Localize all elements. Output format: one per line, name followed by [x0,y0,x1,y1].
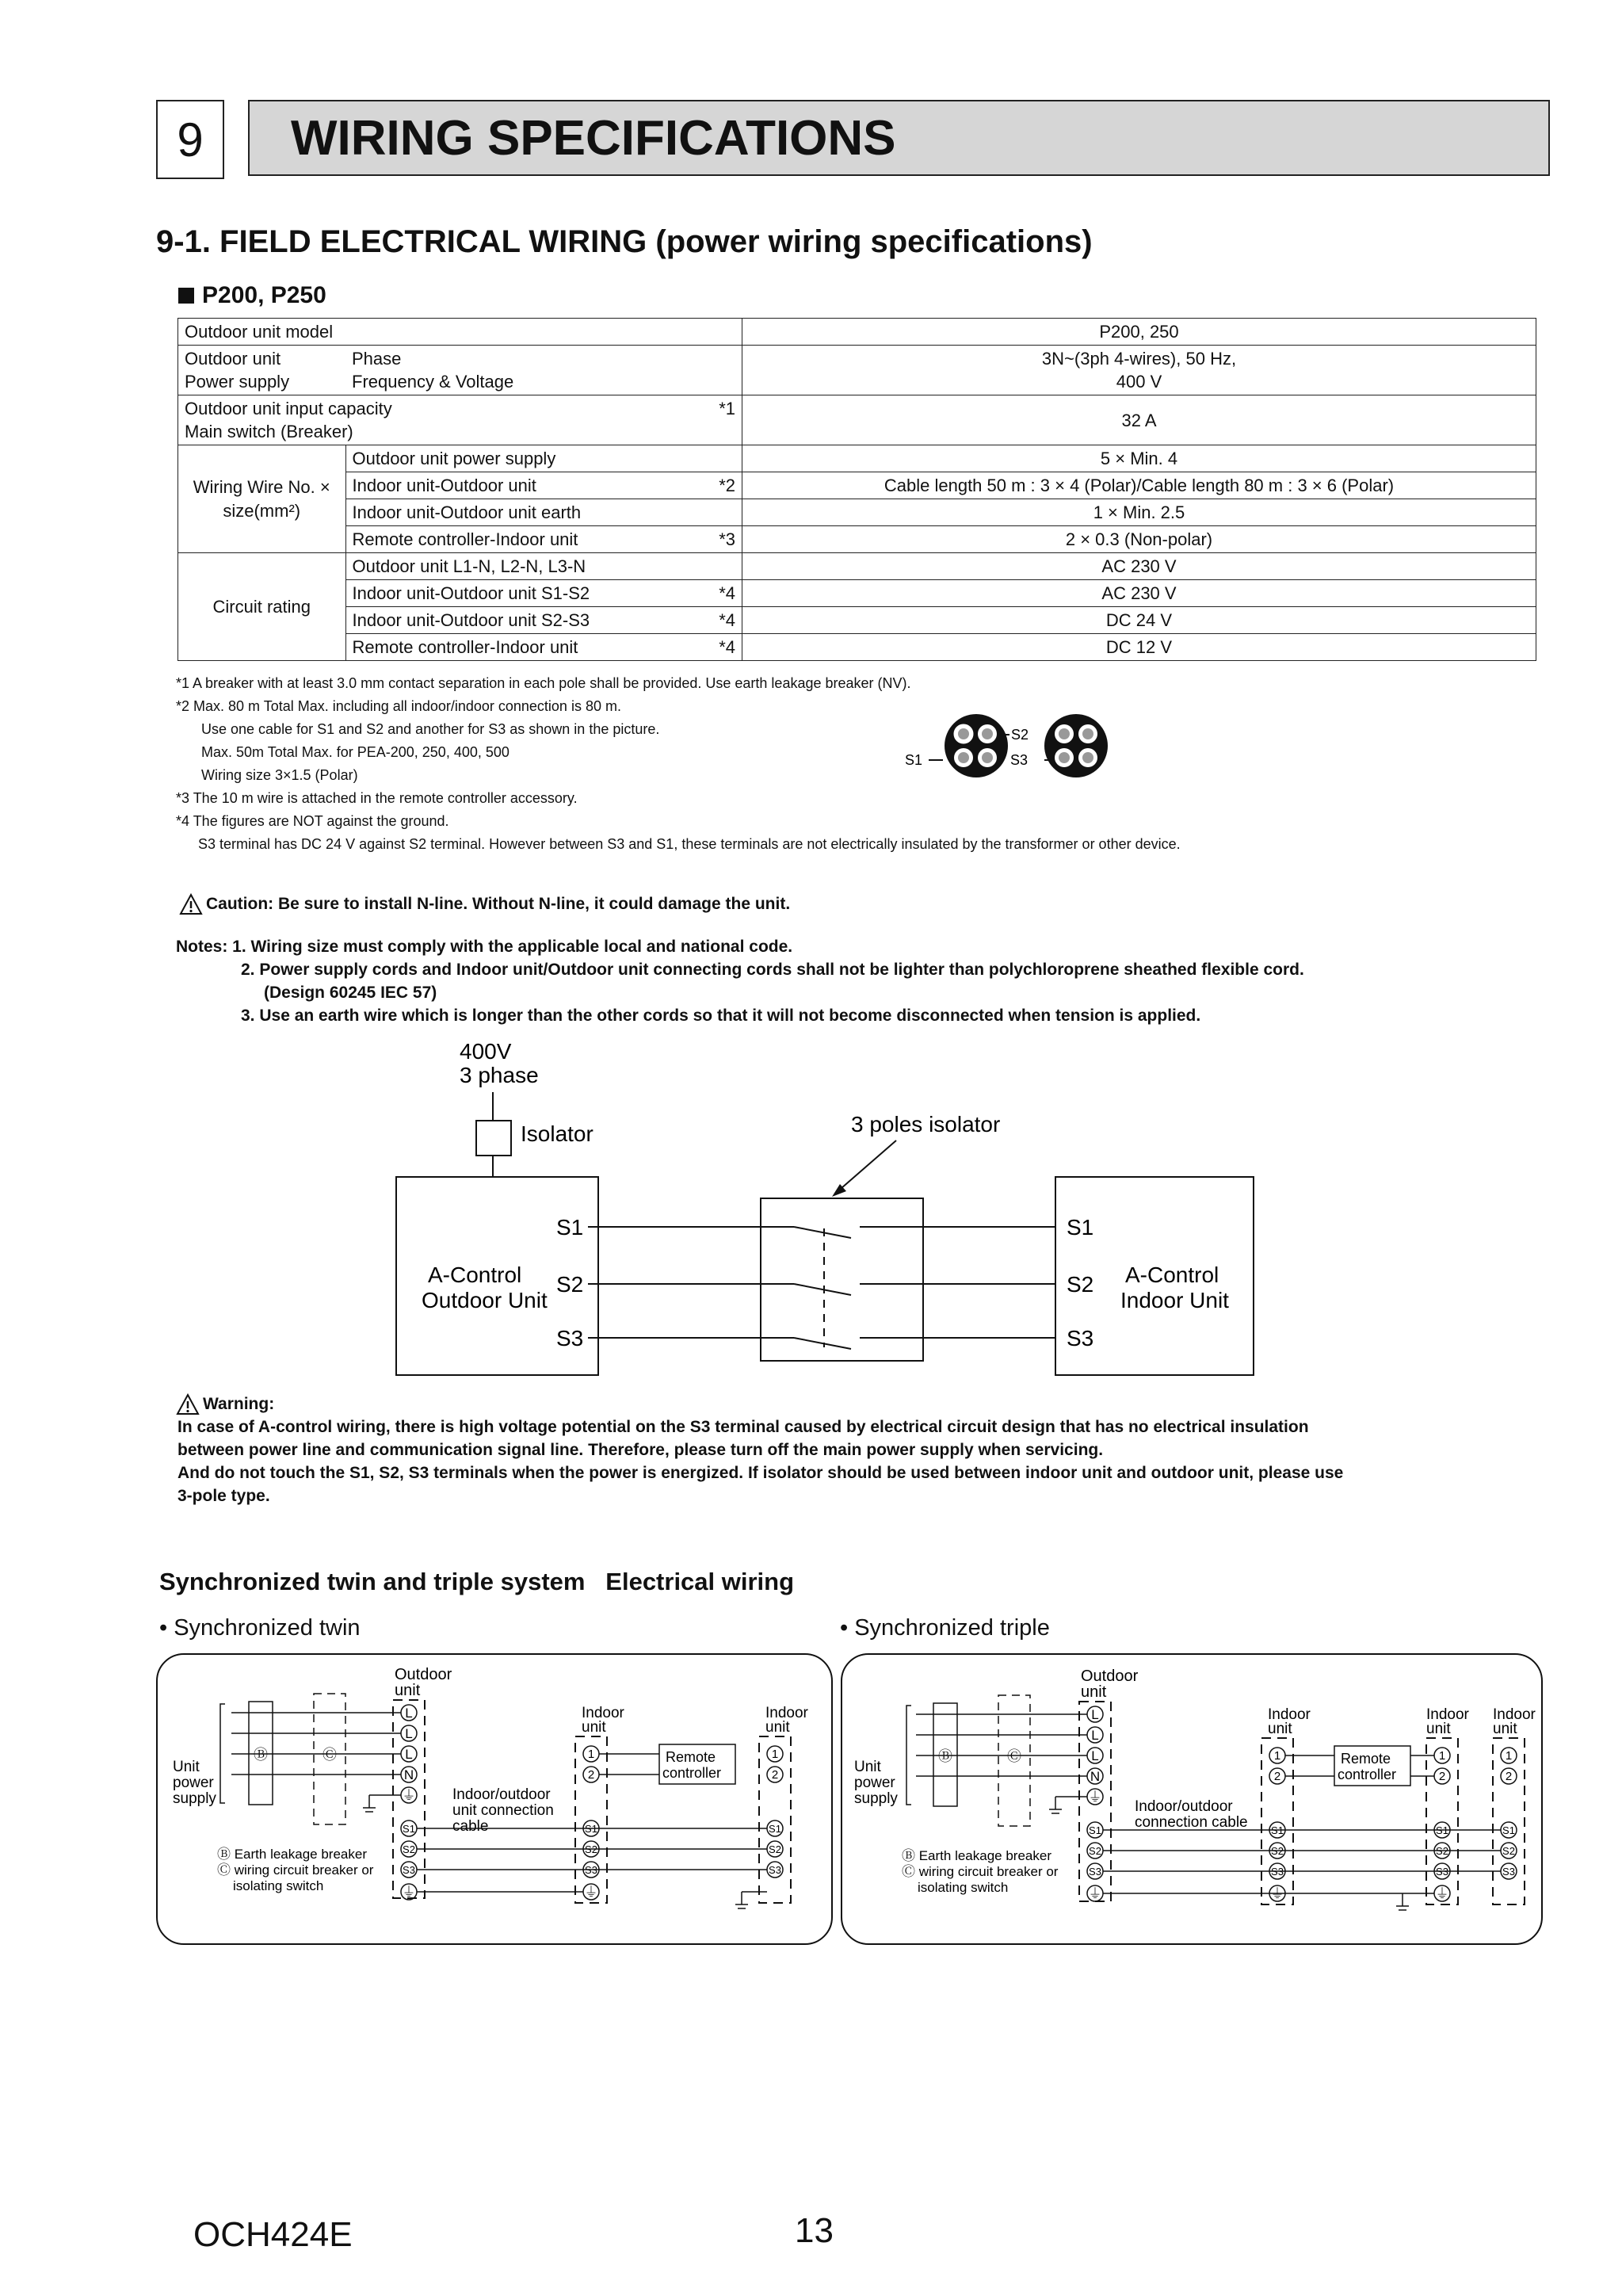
svg-text:S1: S1 [1271,1824,1284,1836]
warning-triangle-icon [176,1393,200,1415]
warning-line-1: In case of A-control wiring, there is high voltage potential on the S3 terminal caused by electrical circuit design that has no electrical insulation [177,1418,1309,1436]
triple-outdoor-label-2: unit [1081,1683,1107,1701]
twin-indoor1-label-1: Indoor [582,1705,624,1721]
twin-outdoor-label-2: unit [395,1682,421,1699]
indoor-unit-label-1: A-Control [1125,1263,1219,1287]
caution-text: Caution: Be sure to install N-line. Without N-line, it could damage the unit. [206,895,791,913]
twin-conn-label-2: unit connection [452,1802,554,1819]
table-row [178,346,1536,395]
svg-text:S2: S2 [1271,1845,1284,1857]
square-bullet-icon [178,288,194,304]
svg-text:L: L [405,1726,413,1741]
indoor-s1: S1 [1067,1215,1094,1240]
svg-text:S3: S3 [1089,1866,1101,1878]
twin-outdoor-label-1: Outdoor [395,1666,452,1683]
svg-text:L: L [405,1747,413,1762]
model-heading [178,282,326,309]
circuit-row-label: Remote controller-Indoor unit [345,634,694,661]
triple-legend-c1: Ⓒ wiring circuit breaker or [902,1864,1059,1879]
circuit-row-mark: *4 [694,634,742,661]
twin-ps-label-3: supply [173,1790,216,1807]
outdoor-s2: S2 [556,1272,584,1297]
section-title-text: WIRING SPECIFICATIONS [291,110,896,166]
circuit-row-mark [694,553,742,580]
twin-indoor2-label-2: unit [765,1719,790,1736]
table-row [178,526,1536,553]
wiring-spec-table [177,318,1536,661]
footnote-2a: *2 Max. 80 m Total Max. including all indoor/indoor connection is 80 m. [176,698,621,714]
three-pole-isolator [761,1198,923,1361]
twin-indoor2-label-1: Indoor [765,1705,808,1721]
table-row [178,395,1536,445]
note-3: 3. Use an earth wire which is longer than the other cords so that it will not become disconnected when tension is applied. [241,1007,1201,1025]
svg-text:2: 2 [1438,1770,1446,1783]
ps-label-2: Power supply [185,372,290,392]
svg-text:⏚: ⏚ [1088,1886,1102,1901]
section-number: 9 [156,100,224,179]
note-2b: (Design 60245 IEC 57) [264,984,437,1002]
cap-label-2: Main switch (Breaker) [185,422,353,441]
footnote-2d: Wiring size 3×1.5 (Polar) [201,767,358,783]
twin-title: • Synchronized twin [159,1615,361,1641]
wiring-group-label: Wiring Wire No. × size(mm²) [178,445,346,553]
triple-legend-c2: isolating switch [918,1880,1009,1895]
svg-text:L: L [1091,1728,1099,1743]
page-number: 13 [795,2211,834,2250]
svg-text:L: L [1091,1748,1099,1763]
document-code: OCH424E [193,2215,353,2254]
svg-text:S2: S2 [1089,1845,1101,1857]
triple-ps-label-2: power [854,1775,895,1791]
capacity-mark: *1 [694,395,742,445]
svg-text:1: 1 [1273,1749,1281,1763]
warning-line-4: 3-pole type. [177,1487,270,1505]
circuit-row-label: Outdoor unit L1-N, L2-N, L3-N [345,553,694,580]
warning-title: Warning: [203,1395,275,1413]
circuit-row-label: Indoor unit-Outdoor unit S2-S3 [345,607,694,634]
circuit-row-mark: *4 [694,580,742,607]
svg-text:⏚: ⏚ [1270,1886,1284,1901]
svg-text:Ⓒ: Ⓒ [1007,1748,1021,1764]
capacity-label [178,395,695,445]
warning-triangle-icon [179,893,203,915]
cable-cross-section [903,709,1109,789]
footnote-4b: S3 terminal has DC 24 V against S2 terminal. However between S3 and S1, these terminals are not electrically insulated by the transformer or other device. [198,836,1181,852]
svg-text:S3: S3 [1436,1866,1448,1878]
indoor-s2: S2 [1067,1272,1094,1297]
triple-remote-label-1: Remote [1341,1751,1391,1767]
circuit-row-label: Indoor unit-Outdoor unit S1-S2 [345,580,694,607]
footnote-1: *1 A breaker with at least 3.0 mm contact separation in each pole shall be provided. Use earth leakage breaker (NV). [176,675,911,691]
outdoor-unit-label-1: A-Control [428,1263,522,1287]
svg-text:S2: S2 [1436,1845,1448,1857]
svg-text:⏚: ⏚ [402,1788,416,1803]
wiring-row-label: Remote controller-Indoor unit [345,526,694,553]
svg-text:S3: S3 [585,1864,597,1876]
triple-ps-label-1: Unit [854,1759,881,1775]
cap-label-1: Outdoor unit input capacity [185,399,392,418]
poles-isolator-label: 3 poles isolator [851,1112,1001,1137]
triple-title: • Synchronized triple [840,1615,1050,1641]
triple-conn-label-1: Indoor/outdoor [1135,1798,1233,1815]
wiring-row-label: Indoor unit-Outdoor unit [345,472,694,499]
circuit-row-mark: *4 [694,607,742,634]
circuit-row-value: AC 230 V [742,580,1536,607]
cable-s2-label: S2 [1011,727,1029,743]
svg-text:S2: S2 [769,1843,781,1855]
svg-text:S3: S3 [1502,1866,1515,1878]
ps-sub-1: Phase [352,349,402,369]
cable-s1-label: S1 [905,752,923,768]
triple-remote-label-2: controller [1338,1767,1397,1782]
wiring-row-mark: *3 [694,526,742,553]
model-heading-text: P200, P250 [202,282,326,308]
triple-ps-label-3: supply [854,1790,898,1807]
svg-text:S3: S3 [1271,1866,1284,1878]
svg-text:2: 2 [1505,1770,1513,1783]
note-2a: 2. Power supply cords and Indoor unit/Outdoor unit connecting cords shall not be lighter than polychloroprene sheathed flexible cord. [241,961,1304,979]
circuit-row-value: DC 12 V [742,634,1536,661]
svg-text:⏚: ⏚ [1088,1790,1102,1805]
triple-indoor1-label-2: unit [1268,1721,1292,1737]
table-row [178,319,1536,346]
svg-text:Ⓑ: Ⓑ [254,1747,268,1763]
svg-text:S2: S2 [585,1843,597,1855]
ps-label-1: Outdoor unit [185,349,281,369]
outdoor-s1: S1 [556,1215,584,1240]
model-value: P200, 250 [742,319,1536,346]
table-row [178,499,1536,526]
twin-indoor1-label-2: unit [582,1719,606,1736]
twin-legend-c2: isolating switch [233,1878,324,1893]
ps-val-1: 3N~(3ph 4-wires), 50 Hz, [1041,349,1237,369]
wiring-row-value: 1 × Min. 2.5 [742,499,1536,526]
svg-text:2: 2 [587,1768,595,1782]
table-row [178,634,1536,661]
twin-legend-b: Ⓑ Earth leakage breaker [217,1847,367,1862]
svg-text:L: L [1091,1707,1099,1722]
indoor-unit-label-2: Indoor Unit [1120,1288,1229,1312]
subsection-title: 9-1. FIELD ELECTRICAL WIRING (power wiring specifications) [156,224,1093,259]
circuit-row-value: AC 230 V [742,553,1536,580]
twin-wiring-diagram [155,1652,837,1950]
twin-ps-label-1: Unit [173,1759,200,1775]
wiring-row-mark [694,445,742,472]
svg-text:S3: S3 [769,1864,781,1876]
outdoor-unit-label-2: Outdoor Unit [422,1288,548,1312]
voltage-label: 400V [460,1039,512,1064]
cable-2 [1044,714,1108,777]
table-row [178,580,1536,607]
svg-text:⏚: ⏚ [1435,1886,1449,1901]
circuit-group-label: Circuit rating [178,553,346,661]
a-control-diagram [380,1030,1292,1403]
footnote-2c: Max. 50m Total Max. for PEA-200, 250, 400, 500 [201,744,509,760]
warning-heading [176,1392,1539,1415]
wiring-row-mark: *2 [694,472,742,499]
svg-text:S2: S2 [403,1843,415,1855]
svg-text:⏚: ⏚ [402,1885,416,1900]
svg-text:1: 1 [771,1748,779,1761]
twin-remote-label-1: Remote [666,1749,716,1765]
wiring-row-mark [694,499,742,526]
isolator-label: Isolator [521,1121,593,1146]
svg-text:N: N [403,1767,414,1782]
triple-outdoor-label-1: Outdoor [1081,1668,1139,1685]
svg-text:2: 2 [1273,1770,1281,1783]
cable-s3-label: S3 [1010,752,1029,768]
svg-text:S1: S1 [769,1823,781,1835]
svg-text:1: 1 [1505,1749,1513,1763]
power-supply-value [742,346,1536,395]
phase-label: 3 phase [460,1063,539,1087]
wiring-row-value: Cable length 50 m : 3 × 4 (Polar)/Cable length 80 m : 3 × 6 (Polar) [742,472,1536,499]
warning-line-3: And do not touch the S1, S2, S3 terminals when the power is energized. If isolator should be used between indoor unit and outdoor unit, please use [177,1464,1344,1482]
model-label: Outdoor unit model [178,319,742,346]
wiring-row-label: Indoor unit-Outdoor unit earth [345,499,694,526]
triple-indoor1-label-1: Indoor [1268,1706,1311,1723]
triple-conn-label-2: connection cable [1135,1814,1248,1831]
wiring-row-value: 5 × Min. 4 [742,445,1536,472]
table-row [178,553,1536,580]
svg-text:L: L [405,1706,413,1721]
wiring-row-value: 2 × 0.3 (Non-polar) [742,526,1536,553]
warning-line-2: between power line and communication signal line. Therefore, please turn off the main power supply when servicing. [177,1441,1104,1459]
triple-legend-b: Ⓑ Earth leakage breaker [902,1848,1051,1863]
svg-text:S1: S1 [1436,1824,1448,1836]
outdoor-s3: S3 [556,1326,584,1350]
twin-conn-label-3: cable [452,1818,489,1835]
isolator-box [476,1121,511,1156]
triple-indoor2-label-1: Indoor [1426,1706,1469,1723]
triple-indoor3-label-1: Indoor [1493,1706,1536,1723]
circuit-row-value: DC 24 V [742,607,1536,634]
power-supply-label [178,346,346,395]
footnote-2b: Use one cable for S1 and S2 and another for S3 as shown in the picture. [201,721,660,737]
svg-text:S2: S2 [1502,1845,1515,1857]
indoor-s3: S3 [1067,1326,1094,1350]
table-row [178,472,1536,499]
triple-indoor2-label-2: unit [1426,1721,1451,1737]
capacity-value: 32 A [742,395,1536,445]
svg-text:1: 1 [1438,1749,1446,1763]
table-row [178,607,1536,634]
ps-val-2: 400 V [1116,372,1162,392]
table-row [178,445,1536,472]
svg-text:N: N [1090,1769,1101,1784]
footnote-3: *3 The 10 m wire is attached in the remote controller accessory. [176,790,578,806]
section-title [248,100,1550,176]
ps-sub-2: Frequency & Voltage [352,372,514,392]
svg-text:1: 1 [587,1748,595,1761]
footnote-4a: *4 The figures are NOT against the ground. [176,813,449,829]
svg-text:⏚: ⏚ [584,1885,598,1900]
wiring-row-label: Outdoor unit power supply [345,445,694,472]
svg-text:S3: S3 [403,1864,415,1876]
svg-text:Ⓒ: Ⓒ [322,1747,337,1763]
cable-1 [945,714,1008,777]
svg-text:S1: S1 [403,1823,415,1835]
svg-text:S1: S1 [1502,1824,1515,1836]
twin-conn-label-1: Indoor/outdoor [452,1786,551,1803]
svg-text:S1: S1 [1089,1824,1101,1836]
note-1: Notes: 1. Wiring size must comply with the applicable local and national code. [176,938,793,956]
svg-text:Ⓑ: Ⓑ [938,1748,952,1764]
caution-line [179,893,790,915]
sync-heading: Synchronized twin and triple system Electrical wiring [159,1568,795,1595]
twin-legend-c1: Ⓒ wiring circuit breaker or [217,1862,374,1878]
twin-ps-label-2: power [173,1775,214,1791]
svg-text:2: 2 [771,1768,779,1782]
svg-text:S1: S1 [585,1823,597,1835]
triple-wiring-diagram [840,1652,1553,1950]
power-supply-sub [345,346,742,395]
triple-indoor3-label-2: unit [1493,1721,1517,1737]
twin-remote-label-2: controller [662,1765,722,1781]
